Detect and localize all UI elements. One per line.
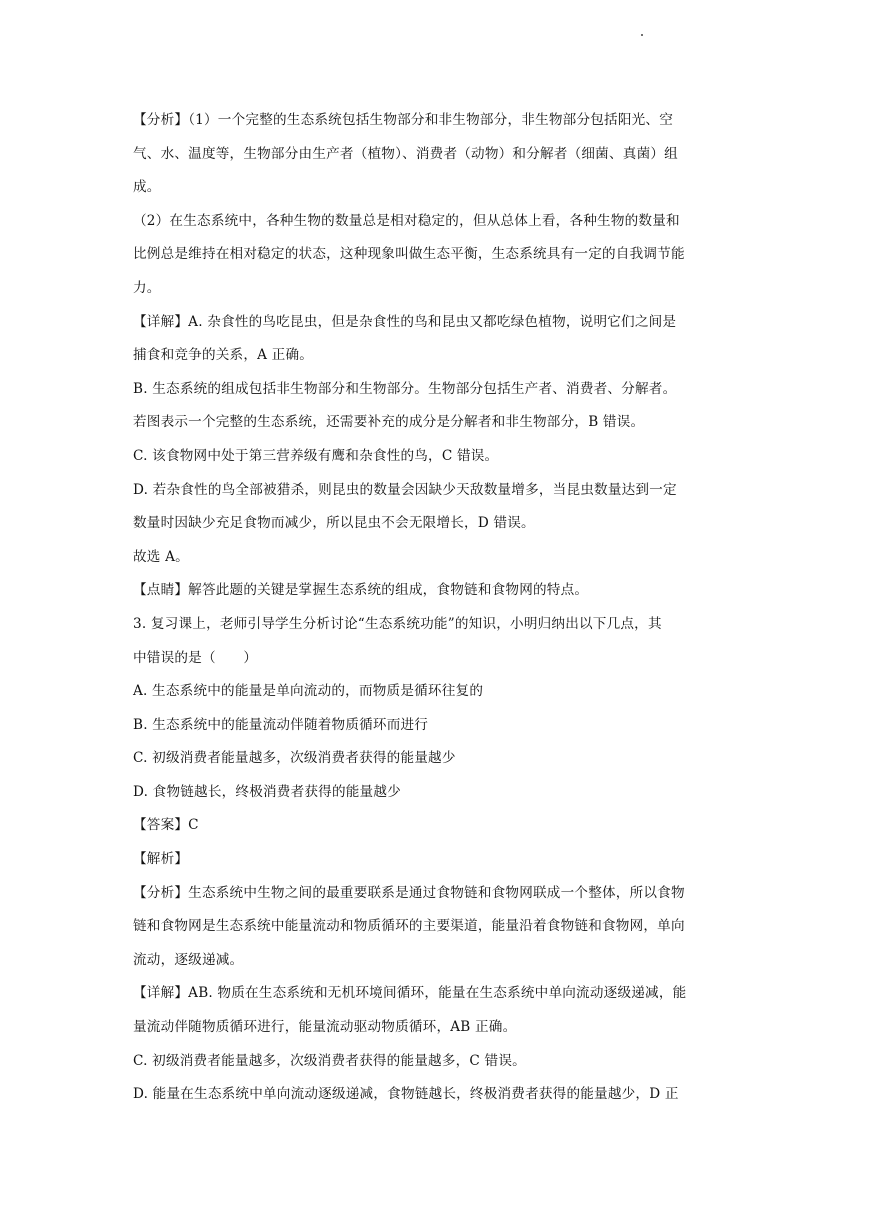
text-line: A. 生态系统中的能量是单向流动的，而物质是循环往复的 — [133, 683, 484, 700]
text-line: 【分析】生态系统中生物之间的最重要联系是通过食物链和食物网联成一个整体，所以食物 — [133, 884, 685, 901]
text-line: 成。 — [133, 179, 161, 196]
text-line: 【点睛】解答此题的关键是掌握生态系统的组成，食物链和食物网的特点。 — [133, 582, 589, 599]
text-line: D. 食物链越长，终极消费者获得的能量越少 — [133, 783, 401, 800]
text-line: C. 该食物网中处于第三营养级有鹰和杂食性的鸟，C 错误。 — [133, 447, 499, 464]
text-line: 【详解】AB. 物质在生态系统和无机环境间循环，能量在生态系统中单向流动逐级递减，能 — [133, 985, 687, 1002]
text-line: 链和食物网是生态系统中能量流动和物质循环的主要渠道，能量沿着食物链和食物网，单向 — [133, 918, 685, 935]
text-line: 【详解】A. 杂食性的鸟吃昆虫，但是杂食性的鸟和昆虫又都吃绿色植物，说明它们之间是 — [133, 313, 677, 330]
text-line: 数量时因缺少充足食物而减少，所以昆虫不会无限增长，D 错误。 — [133, 515, 535, 532]
text-line: C. 初级消费者能量越多，次级消费者获得的能量越多，C 错误。 — [133, 1052, 526, 1069]
text-line: 比例总是维持在相对稳定的状态，这种现象叫做生态平衡，生态系统具有一定的自我调节能 — [133, 246, 685, 263]
text-line: B. 生态系统的组成包括非生物部分和生物部分。生物部分包括生产者、消费者、分解者。 — [133, 380, 677, 397]
text-line: 力。 — [133, 279, 161, 296]
text-line: D. 若杂食性的鸟全部被猎杀，则昆虫的数量会因缺少天敌数量增多，当昆虫数量达到一定 — [133, 481, 677, 498]
text-line: 捕食和竞争的关系，A 正确。 — [133, 347, 314, 364]
text-line: （2）在生态系统中，各种生物的数量总是相对稳定的，但从总体上看，各种生物的数量和 — [133, 212, 680, 229]
text-line: 气、水、温度等，生物部分由生产者（植物）、消费者（动物）和分解者（细菌、真菌）组 — [133, 145, 678, 162]
document-body — [133, 104, 741, 1112]
text-line: B. 生态系统中的能量流动伴随着物质循环而进行 — [133, 716, 429, 733]
text-line: 3. 复习课上，老师引导学生分析讨论“生态系统功能”的知识，小明归纳出以下几点，其 — [133, 615, 662, 632]
text-line: 量流动伴随物质循环进行，能量流动驱动物质循环，AB 正确。 — [133, 1019, 517, 1036]
text-line: D. 能量在生态系统中单向流动逐级递减，食物链越长，终极消费者获得的能量越少，D 正 — [133, 1086, 679, 1103]
page-mark — [641, 34, 643, 36]
text-line: 【分析】（1）一个完整的生态系统包括生物部分和非生物部分，非生物部分包括阳光、空 — [133, 112, 674, 128]
text-line: 【解析】 — [133, 851, 189, 868]
text-line: 若图表示一个完整的生态系统，还需要补充的成分是分解者和非生物部分，B 错误。 — [133, 414, 645, 431]
text-line: 流动，逐级递减。 — [133, 951, 244, 968]
text-line: 【答案】C — [133, 817, 199, 834]
text-line: 故选 A。 — [133, 548, 189, 565]
text-line: C. 初级消费者能量越多，次级消费者获得的能量越少 — [133, 750, 456, 767]
text-line: 中错误的是（ ） — [133, 649, 258, 666]
